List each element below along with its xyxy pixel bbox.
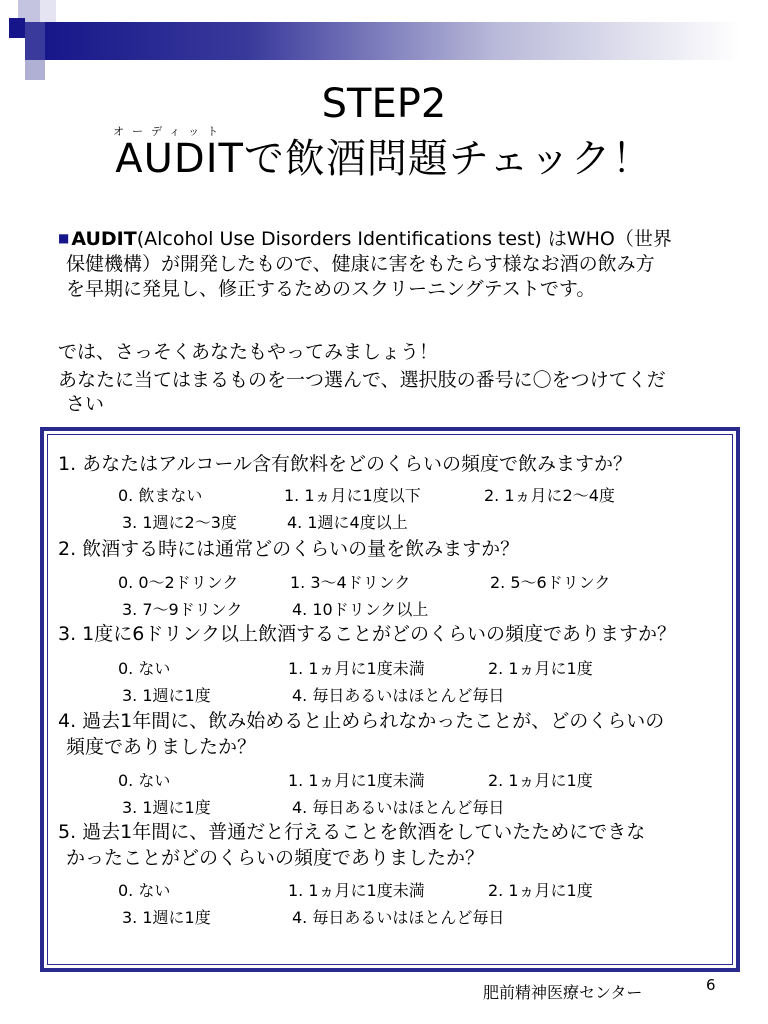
option[interactable]: 1. 3〜4ドリンク <box>290 573 411 592</box>
question-4 <box>58 708 738 760</box>
option[interactable]: 2. 1ヵ月に1度 <box>488 771 593 790</box>
question-text: 3. 1度に6ドリンク以上飲酒することがどのくらいの頻度でありますか？ <box>58 623 676 645</box>
prompt-lead: では、さっそくあなたもやってみましょう！ <box>58 341 439 363</box>
option[interactable]: 1. 1ヵ月に1度未満 <box>288 659 425 678</box>
option[interactable]: 4. 毎日あるいはほとんど毎日 <box>292 798 505 817</box>
option[interactable]: 2. 1ヵ月に1度 <box>488 881 593 900</box>
question-text: 5. 過去1年間に、普通だと行えることを飲酒をしていたためにできな <box>58 821 646 843</box>
option[interactable]: 0. ない <box>118 771 171 790</box>
option[interactable]: 4. 毎日あるいはほとんど毎日 <box>292 686 505 705</box>
intro-line: 保健機構）が開発したもので、健康に害をもたらす様なお酒の飲み方 <box>66 253 655 275</box>
page-title: STEP2 <box>321 81 447 127</box>
intro-term: AUDIT <box>71 228 137 250</box>
question-3 <box>58 621 738 647</box>
option[interactable]: 2. 5〜6ドリンク <box>490 573 611 592</box>
option[interactable]: 1. 1ヵ月に1度以下 <box>284 486 421 505</box>
header-gradient-bar <box>40 22 740 60</box>
decor-square <box>9 40 25 60</box>
question-5 <box>58 819 738 871</box>
question-text: 4. 過去1年間に、飲み始めると止められなかったことが、どのくらいの <box>58 710 665 732</box>
prompt-instruction <box>58 368 748 416</box>
question-text: 頻度でありましたか？ <box>66 736 257 758</box>
option[interactable]: 4. 毎日あるいはほとんど毎日 <box>292 908 505 927</box>
header-decoration <box>0 0 768 85</box>
decor-square <box>25 22 45 60</box>
option[interactable]: 0. 0〜2ドリンク <box>118 573 239 592</box>
question-text: 2. 飲酒する時には通常どのくらいの量を飲みますか？ <box>58 538 520 560</box>
option[interactable]: 1. 1ヵ月に1度未満 <box>288 881 425 900</box>
question-text: 1. あなたはアルコール含有飲料をどのくらいの頻度で飲みますか？ <box>58 453 633 475</box>
prompt-line: あなたに当てはまるものを一つ選んで、選択肢の番号に〇をつけてくだ <box>58 369 666 391</box>
ruby-annotation: オーディット <box>113 125 227 138</box>
option[interactable]: 0. 飲まない <box>118 486 203 505</box>
option[interactable]: 3. 1週に1度 <box>122 798 211 817</box>
bullet-square-icon: ■ <box>58 231 70 245</box>
option[interactable]: 3. 7〜9ドリンク <box>122 600 243 619</box>
intro-line: (Alcohol Use Disorders Identifications test) はWHO（世界 <box>136 228 672 250</box>
question-1 <box>58 451 738 477</box>
option[interactable]: 4. 1週に4度以上 <box>287 513 408 532</box>
option[interactable]: 1. 1ヵ月に1度未満 <box>288 771 425 790</box>
option[interactable]: 0. ない <box>118 881 171 900</box>
option[interactable]: 4. 10ドリンク以上 <box>292 600 429 619</box>
option[interactable]: 3. 1週に2〜3度 <box>122 513 237 532</box>
intro-line: を早期に発見し、修正するためのスクリーニングテストです。 <box>66 278 596 300</box>
option[interactable]: 0. ない <box>118 659 171 678</box>
option[interactable]: 2. 1ヵ月に1度 <box>488 659 593 678</box>
decor-square <box>9 18 25 38</box>
decor-square <box>40 0 56 22</box>
option[interactable]: 3. 1週に1度 <box>122 908 211 927</box>
footer-organization: 肥前精神医療センター <box>483 983 643 1002</box>
question-text: かったことがどのくらいの頻度でありましたか？ <box>66 847 485 869</box>
page-number: 6 <box>706 976 716 994</box>
option[interactable]: 3. 1週に1度 <box>122 686 211 705</box>
decor-square <box>25 60 45 80</box>
option[interactable]: 2. 1ヵ月に2〜4度 <box>484 486 615 505</box>
page-subtitle: AUDITで飲酒問題チェック！ <box>115 136 653 182</box>
intro-paragraph <box>58 226 738 302</box>
prompt-line: さい <box>66 393 105 415</box>
question-2 <box>58 536 738 562</box>
